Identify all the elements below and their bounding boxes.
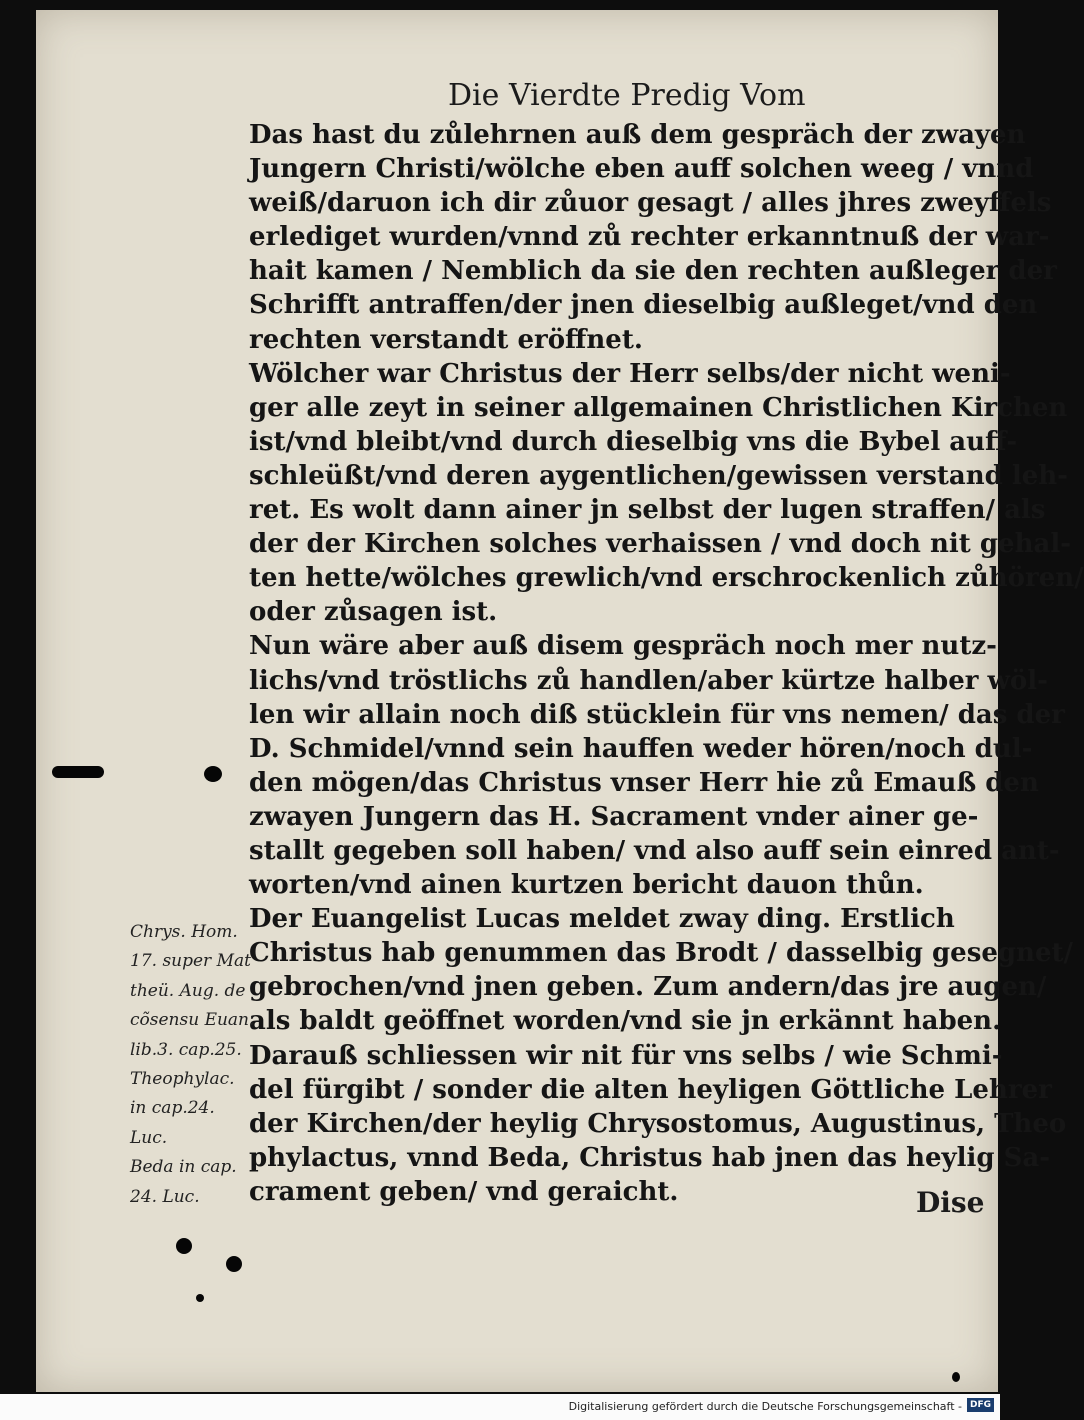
text-line: der der Kirchen solches verhaissen / vnd doch nit gehal-	[249, 529, 1071, 560]
text-line: ger alle zeyt in seiner allgemainen Christlichen Kirchen	[249, 392, 1068, 423]
text-line: Wölcher war Christus der Herr selbs/der nicht weni-	[249, 358, 1011, 389]
text-line: del fürgibt / sonder die alten heyligen Göttliche Lehrer	[249, 1074, 1052, 1105]
margin-note: theü. Aug. de	[130, 980, 246, 1001]
text-line: schleüßt/vnd deren aygentlichen/gewissen verstand leh-	[249, 460, 1068, 491]
ink-stain	[952, 1372, 960, 1382]
margin-note: in cap.24.	[130, 1098, 215, 1119]
text-line: oder zůsagen ist.	[249, 597, 498, 628]
margin-note: Beda in cap.	[130, 1157, 237, 1178]
margin-note: Chrys. Hom.	[130, 922, 238, 942]
text-line: Jungern Christi/wölche eben auff solchen weeg / vnnd	[249, 154, 1034, 185]
margin-notes	[130, 918, 270, 1212]
margin-note: Theophylac.	[130, 1068, 235, 1089]
text-line: Das hast du zůlehrnen auß dem gespräch der zwayen	[249, 120, 1026, 150]
text-line: lichs/vnd tröstlichs zů handlen/aber kürtze halber wöl-	[249, 665, 1048, 696]
ink-stain	[204, 766, 222, 782]
footer-bar	[0, 1394, 1000, 1420]
text-line: Schrifft antraffen/der jnen dieselbig außleget/vnd den	[249, 290, 1038, 321]
dfg-logo: DFG	[967, 1398, 994, 1412]
text-line: ist/vnd bleibt/vnd durch dieselbig vns die Bybel auff-	[249, 426, 1018, 457]
text-line: zwayen Jungern das H. Sacrament vnder ainer ge-	[249, 801, 979, 832]
text-line: den mögen/das Christus vnser Herr hie zů Emauß den	[249, 767, 1039, 798]
ink-stain	[52, 766, 104, 778]
text-line: len wir allain noch diß stücklein für vns nemen/ das der	[249, 699, 1065, 730]
text-line: ret. Es wolt dann ainer jn selbst der lugen straffen/ als	[249, 495, 1046, 526]
footer-credit: Digitalisierung gefördert durch die Deutsche Forschungsgemeinschaft -	[568, 1400, 962, 1413]
text-line: Nun wäre aber auß disem gespräch noch mer nutz-	[249, 631, 997, 662]
text-line: als baldt geöffnet worden/vnd sie jn erkännt haben.	[249, 1006, 1002, 1037]
text-line: Darauß schliessen wir nit für vns selbs / wie Schmi-	[249, 1040, 1003, 1071]
running-header: Die Vierdte Predig Vom	[448, 78, 806, 113]
text-line: weiß/daruon ich dir zůuor gesagt / alles jhres zweyffels	[249, 188, 1052, 219]
text-line: worten/vnd ainen kurtzen bericht dauon thůn.	[249, 870, 924, 901]
main-text	[249, 118, 1084, 1209]
text-line: D. Schmidel/vnnd sein hauffen weder hören/noch dul-	[249, 733, 1033, 764]
text-line: rechten verstandt eröffnet.	[249, 324, 643, 355]
text-line: phylactus, vnnd Beda, Christus hab jnen das heylig Sa-	[249, 1142, 1051, 1173]
margin-note: cõsensu Euan.	[130, 1010, 255, 1031]
ink-stain	[226, 1256, 242, 1272]
ink-stain	[196, 1294, 204, 1302]
text-line: crament geben/ vnd geraicht.	[249, 1176, 679, 1207]
text-line: gebrochen/vnd jnen geben. Zum andern/das jre augen/	[249, 972, 1047, 1003]
margin-note: 24. Luc.	[130, 1186, 200, 1207]
text-line: erlediget wurden/vnnd zů rechter erkanntnuß der war-	[249, 222, 1050, 253]
text-line: ten hette/wölches grewlich/vnd erschrockenlich zůhören/	[249, 563, 1084, 594]
margin-note: 17. super Mat	[130, 951, 251, 972]
text-line: hait kamen / Nemblich da sie den rechten außleger der	[249, 256, 1057, 287]
text-line: stallt gegeben soll haben/ vnd also auff sein einred ant-	[249, 835, 1060, 866]
catchword: Dise	[916, 1186, 985, 1219]
text-line: der Kirchen/der heylig Chrysostomus, Augustinus, Theo	[249, 1108, 1067, 1139]
text-line: Der Euangelist Lucas meldet zway ding. Erstlich	[249, 904, 955, 935]
ink-stain	[176, 1238, 192, 1254]
text-line: Christus hab genummen das Brodt / dasselbig gesegnet/	[249, 938, 1074, 969]
margin-note: Luc.	[130, 1127, 168, 1148]
margin-note: lib.3. cap.25.	[130, 1039, 242, 1060]
